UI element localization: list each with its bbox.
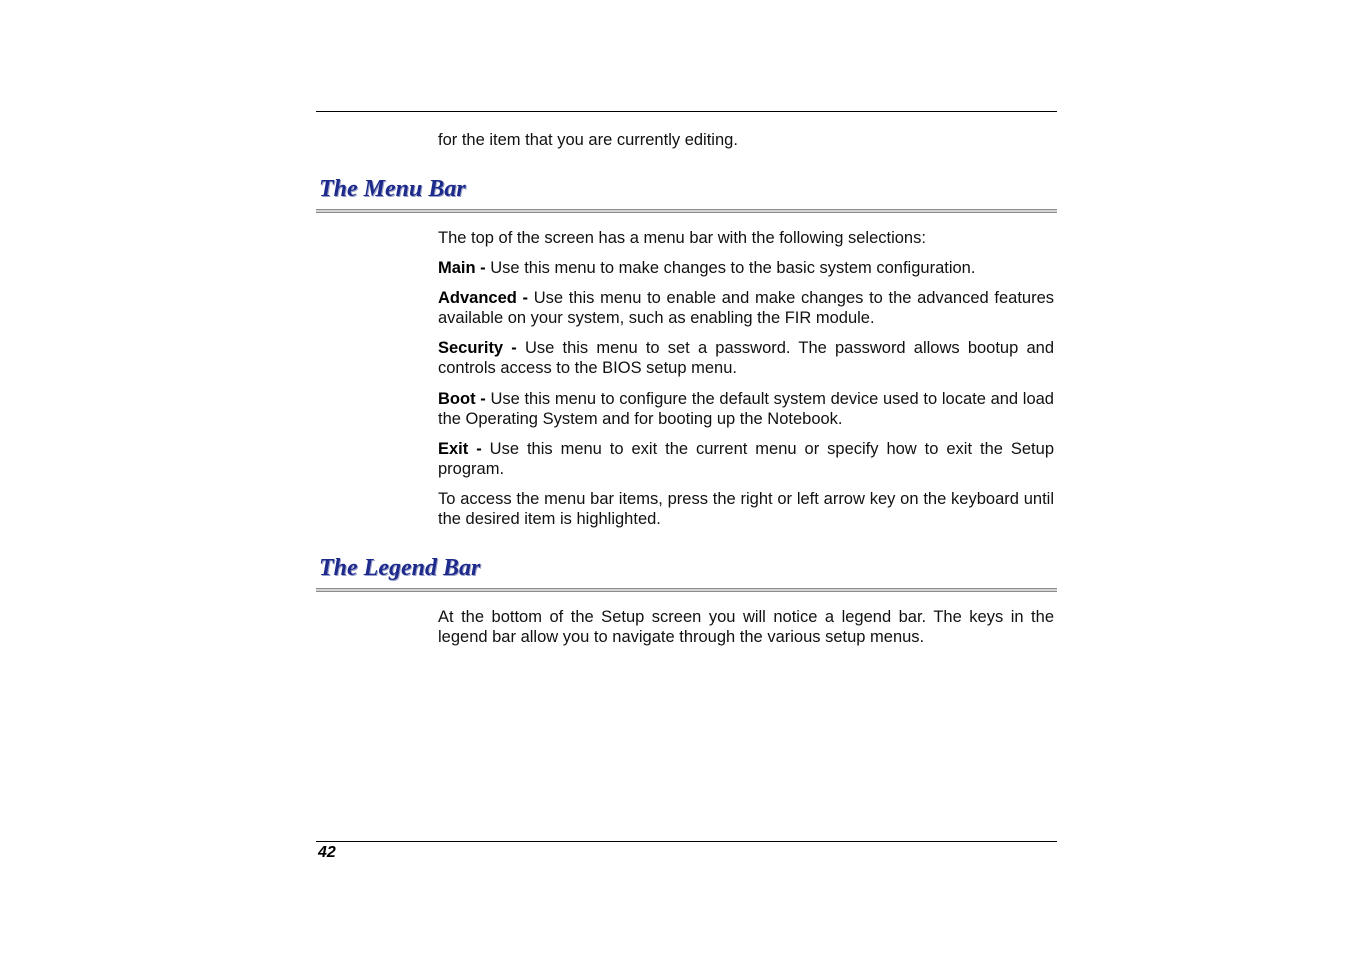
intro-continuation: for the item that you are currently editing.: [438, 131, 738, 149]
menu-item-security-text: Use this menu to set a password. The password allows bootup and controls access to the BIOS setup menu.: [438, 339, 1054, 377]
menu-item-advanced-term: Advanced -: [438, 289, 529, 307]
menu-item-boot-text: Use this menu to configure the default system device used to locate and load the Operating System and for booting up the Notebook.: [438, 390, 1054, 428]
menu-bar-heading-rule: [316, 209, 1057, 213]
menu-item-main-text: Use this menu to make changes to the basic system configuration.: [490, 259, 976, 277]
header-rule: [316, 111, 1057, 112]
page-number: 42: [318, 844, 336, 861]
menu-item-boot-term: Boot -: [438, 390, 486, 408]
menu-item-advanced: [438, 288, 1054, 328]
menu-item-exit: [438, 439, 1054, 479]
menu-item-exit-text: Use this menu to exit the current menu or specify how to exit the Setup program.: [438, 440, 1054, 478]
footer-rule: [316, 841, 1057, 842]
menu-bar-closing: To access the menu bar items, press the right or left arrow key on the keyboard until the desired item is highlighted.: [438, 490, 1054, 528]
menu-item-exit-term: Exit -: [438, 440, 482, 458]
menu-bar-heading: The Menu Bar: [319, 176, 466, 202]
legend-bar-heading-rule: [316, 588, 1057, 592]
menu-item-security: [438, 338, 1054, 378]
menu-item-main: [438, 258, 1054, 278]
legend-bar-text: At the bottom of the Setup screen you will notice a legend bar. The keys in the legend bar allow you to navigate through the various setup menus.: [438, 608, 1054, 646]
menu-item-boot: [438, 389, 1054, 429]
menu-item-advanced-text: Use this menu to enable and make changes to the advanced features available on your system, such as enabling the FIR module.: [438, 289, 1054, 327]
menu-bar-lead: The top of the screen has a menu bar with the following selections:: [438, 229, 926, 247]
menu-item-security-term: Security -: [438, 339, 517, 357]
legend-bar-heading: The Legend Bar: [319, 555, 481, 581]
menu-item-main-term: Main -: [438, 259, 486, 277]
